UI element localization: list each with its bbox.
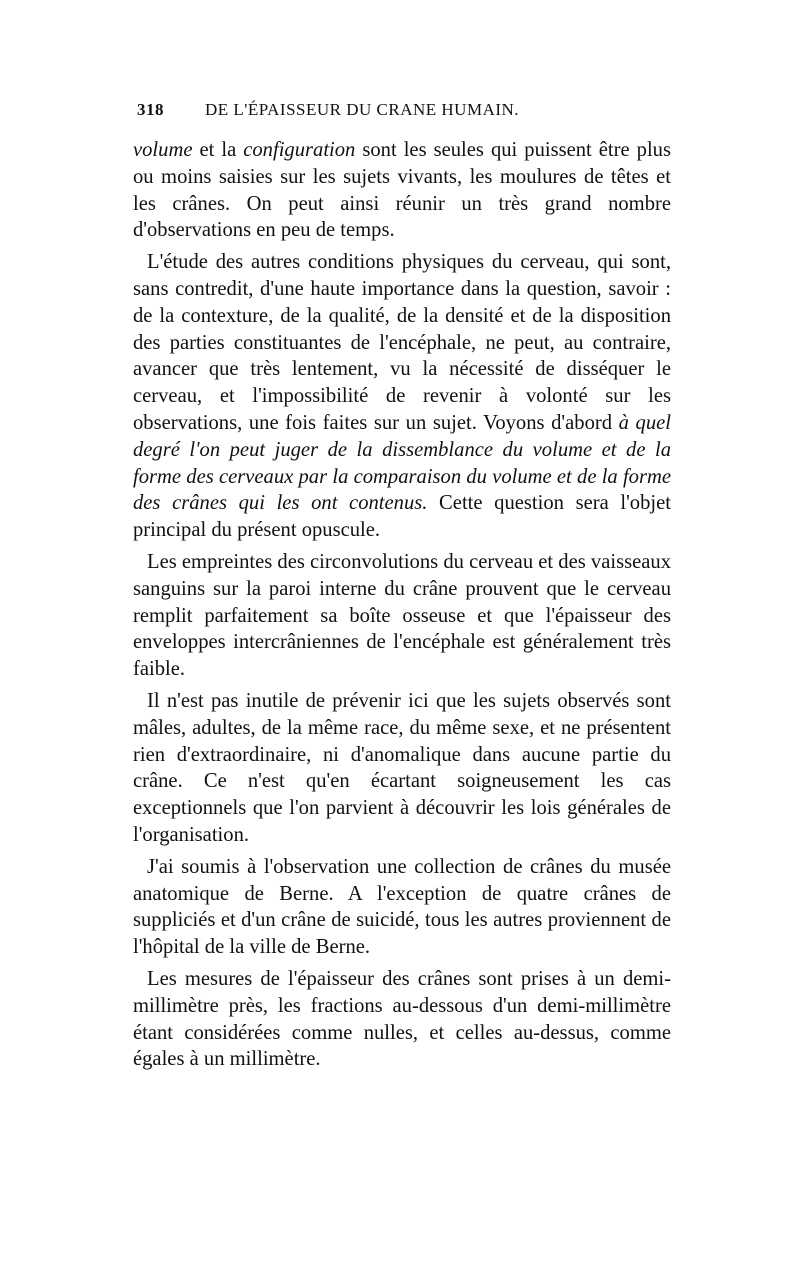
paragraph-5: J'ai soumis à l'observation une collection de crânes du musée anatomique de Berne. A l'exception de quatre crânes de suppliciés et d'un crâne de suicidé, tous les autres proviennent de l'hôpital de la ville de Berne. (133, 855, 671, 959)
paragraph-text: sont les seules qui puissent être plus ou moins saisies sur les sujets vivants, les moulures de têtes et les crânes. On peut ainsi réunir un très grand nombre d'observations en peu de temps. (133, 139, 671, 242)
paragraph-text: Cette question sera l'objet principal du présent opuscule. (133, 492, 671, 542)
page-number: 318 (137, 100, 164, 119)
paragraph-2 (133, 249, 671, 544)
paragraph-text: L'étude des autres conditions physiques du cerveau, qui sont, sans contredit, d'une haute importance dans la question, savoir : de la contexture, de la qualité, de la densité et de la disposition des parties constituantes de l'encéphale, ne peut, au contraire, avancer que très lentement, vu la nécessité de disséquer le cerveau, et l'impossibilité de revenir à volonté sur les observations, une fois faites sur un sujet. Voyons d'abord (133, 251, 671, 434)
paragraph-6: Les mesures de l'épaisseur des crânes sont prises à un demi-millimètre près, les fractions au-dessous d'un demi-millimètre étant considérées comme nulles, et celles au-dessus, comme égales à un millimètre. (133, 967, 671, 1071)
paragraph-1 (133, 137, 671, 244)
paragraph-4: Il n'est pas inutile de prévenir ici que les sujets observés sont mâles, adultes, de la même race, du même sexe, et ne présentent rien d'extraordinaire, ni d'anomalique dans aucune partie du crâne. Ce n'est qu'en écartant soigneusement les cas exceptionnels que l'on parvient à découvrir les lois générales de l'organisation. (133, 689, 671, 846)
body-text (133, 137, 671, 1073)
paragraph-text: et la (192, 139, 244, 161)
italic-term-volume: volume (133, 139, 193, 161)
italic-question: à quel degré l'on peut juger de la dissemblance du volume et de la forme des cerveaux par la comparaison du volume et de la forme des crânes qui les ont contenus. (133, 411, 671, 515)
running-title: DE L'ÉPAISSEUR DU CRANE HUMAIN. (205, 100, 520, 119)
paragraph-3: Les empreintes des circonvolutions du cerveau et des vaisseaux sanguins sur la paroi interne du crâne prouvent que le cerveau remplit parfaitement sa boîte osseuse et que l'épaisseur des enveloppes intercrâniennes de l'encéphale est généralement très faible. (133, 550, 671, 681)
italic-term-configuration: configuration (243, 139, 356, 161)
